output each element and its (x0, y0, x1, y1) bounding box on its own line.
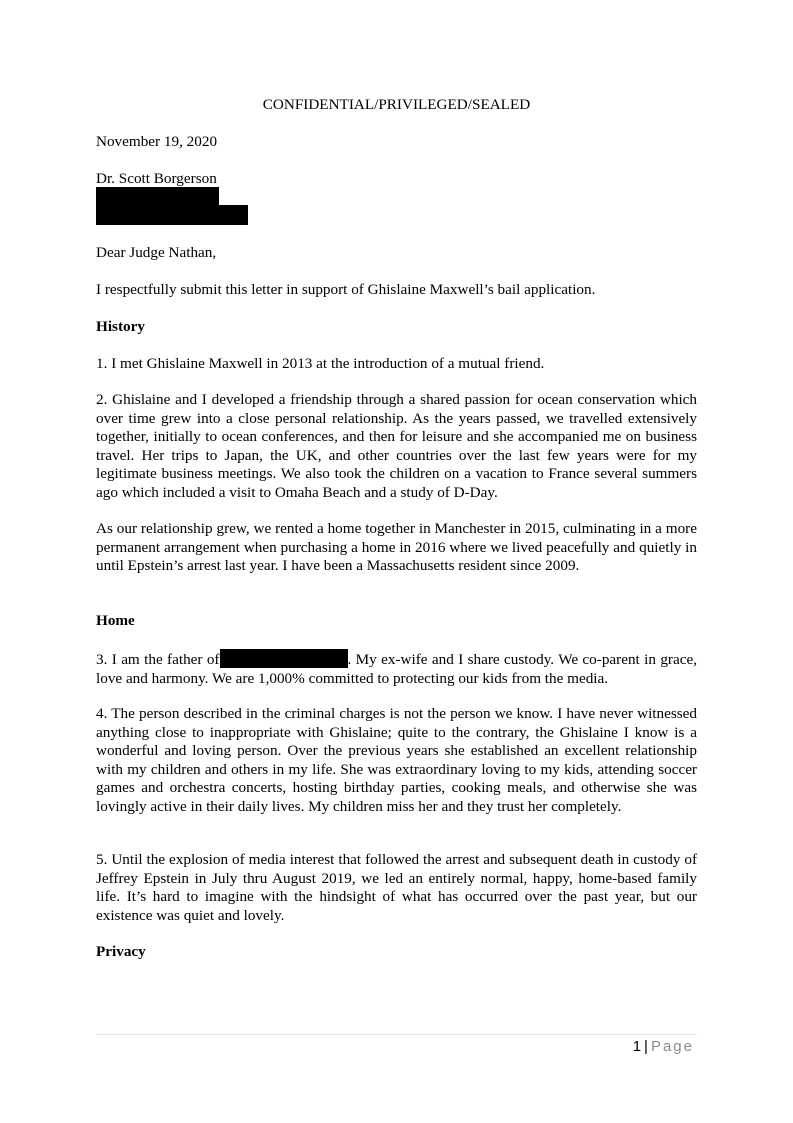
letter-date: November 19, 2020 (96, 133, 218, 150)
history-paragraph-2: 2. Ghislaine and I developed a friendship through a shared passion for ocean conservation which over time grew into a close personal relationship. As the years passed, we travelled extensively together, initially to ocean conferences, and then for leisure and she accompanied me on business travel. Her trips to Japan, the UK, and other countries over the last few years were for my legitimate business meetings. We also took the children on a vacation to France several summers ago which included a visit to Omaha Beach and a study of D-Day. (96, 391, 697, 501)
sender-name: Dr. Scott Borgerson (96, 170, 217, 187)
heading-home: Home (96, 612, 135, 629)
heading-history: History (96, 318, 145, 335)
redacted-children-names (220, 649, 348, 668)
heading-privacy: Privacy (96, 943, 146, 960)
page-footer (633, 1038, 694, 1055)
intro-paragraph: I respectfully submit this letter in support of Ghislaine Maxwell’s bail application. (96, 281, 596, 298)
history-paragraph-1: 1. I met Ghislaine Maxwell in 2013 at the introduction of a mutual friend. (96, 355, 545, 372)
history-paragraph-3: As our relationship grew, we rented a home together in Manchester in 2015, culminating in a more permanent arrangement when purchasing a home in 2016 where we lived peacefully and quietly in until Epstein’s arrest last year. I have been a Massachusetts resident since 2009. (96, 520, 697, 574)
home-paragraph-3-end: . My ex-wife and I share custody. We co-parent in grace, love and harmony. We are 1,000% committed to protecting our kids from the media. (96, 651, 698, 687)
home-paragraph-3-start: 3. I am the father of (96, 651, 220, 668)
classification-header: CONFIDENTIAL/PRIVILEGED/SEALED (262, 96, 531, 113)
salutation: Dear Judge Nathan, (96, 244, 217, 261)
home-paragraph-5: 5. Until the explosion of media interest that followed the arrest and subsequent death in custody of Jeffrey Epstein in July thru August 2019, we led an entirely normal, happy, home-based family life. It’s hard to imagine with the hindsight of what has occurred over the past year, but our existence was quiet and lovely. (96, 851, 697, 924)
redacted-address-line-1 (96, 187, 219, 206)
footer-divider (96, 1034, 697, 1035)
home-paragraph-4: 4. The person described in the criminal charges is not the person we know. I have never witnessed anything close to inappropriate with Ghislaine; quite to the contrary, the Ghislaine I know is a wonderful and loving person. Over the previous years she established an excellent relationship with my children and others in my life. She was extraordinary loving to my kids, attending soccer games and orchestra concerts, hosting birthday parties, cooking meals, and otherwise she was lovingly active in their daily lives. My children miss her and they trust her completely. (96, 705, 697, 815)
page-label: Page (650, 1038, 694, 1055)
home-paragraph-3 (96, 649, 697, 688)
page-number: 1 (632, 1038, 642, 1055)
redacted-address-line-2 (96, 205, 248, 225)
footer-separator: | (644, 1038, 648, 1055)
